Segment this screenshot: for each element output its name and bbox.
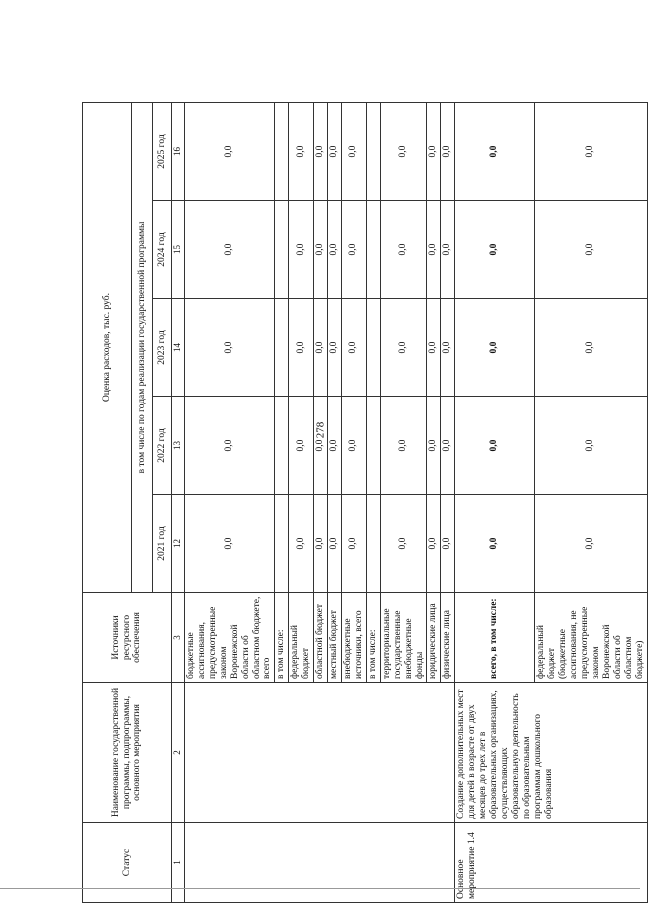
value-cell: 0,0	[185, 201, 275, 299]
source-cell: областной бюджет	[314, 593, 328, 683]
header-cost: Оценка расходов, тыс. руб.	[83, 103, 132, 593]
source-cell: федеральный бюджет (бюджетные ассигнования, не предусмотренные законом Воронежской области об областном бюджете)	[535, 593, 647, 683]
value-cell: 0,0	[380, 397, 427, 495]
value-cell	[275, 299, 289, 397]
rotated-table-wrapper	[82, 103, 645, 903]
value-cell: 0,0	[441, 201, 455, 299]
page-number: 278	[314, 421, 327, 439]
value-cell: 0,0	[427, 495, 441, 593]
source-cell: внебюджетные источники, всего	[341, 593, 366, 683]
value-cell: 0,0	[455, 495, 535, 593]
col-num: 15	[172, 201, 185, 299]
expense-table	[82, 102, 648, 903]
value-cell: 0,0	[427, 397, 441, 495]
value-cell	[366, 397, 380, 495]
value-cell: 0,0	[341, 103, 366, 201]
value-cell: 0,0	[185, 103, 275, 201]
value-cell: 0,0	[341, 299, 366, 397]
col-num: 1	[172, 823, 185, 903]
value-cell	[366, 299, 380, 397]
col-num: 16	[172, 103, 185, 201]
year-2021: 2021 год	[153, 495, 172, 593]
value-cell: 0,0	[185, 397, 275, 495]
year-2022: 2022 год	[153, 397, 172, 495]
source-cell: территориальные государственные внебюджетные фонды	[380, 593, 427, 683]
source-cell: федеральный бюджет	[289, 593, 314, 683]
value-cell: 0,0	[328, 299, 342, 397]
value-cell: 0,0	[427, 103, 441, 201]
value-cell: 0,0	[314, 103, 328, 201]
value-cell: 0,0	[441, 103, 455, 201]
col-num: 12	[172, 495, 185, 593]
value-cell: 0,0	[535, 103, 647, 201]
value-cell: 0,0	[535, 299, 647, 397]
source-cell: в том числе:	[366, 593, 380, 683]
value-cell: 0,0	[289, 201, 314, 299]
value-cell	[366, 201, 380, 299]
value-cell: 0,0	[380, 201, 427, 299]
value-cell: 0,0	[441, 495, 455, 593]
value-cell: 0,0	[289, 103, 314, 201]
value-cell: 0,0	[535, 495, 647, 593]
header-name: Наименование государственной программы, подпрограммы, основного мероприятия	[83, 683, 172, 823]
status-cell-empty	[185, 823, 455, 903]
value-cell: 0,0	[289, 397, 314, 495]
value-cell	[275, 397, 289, 495]
source-cell: всего, в том числе:	[455, 593, 535, 683]
source-cell: бюджетные ассигнования, предусмотренные законом Воронежской области об областном бюджете, всего	[185, 593, 275, 683]
value-cell: 0,0	[380, 299, 427, 397]
year-2025: 2025 год	[153, 103, 172, 201]
value-cell: 0,0	[314, 495, 328, 593]
value-cell: 0,0	[314, 201, 328, 299]
name-cell-empty	[185, 683, 455, 823]
header-sources: Источники ресурсного обеспечения	[83, 593, 172, 683]
value-cell: 0,0	[380, 495, 427, 593]
value-cell	[275, 495, 289, 593]
column-number-row	[172, 103, 185, 903]
value-cell: 0,0	[341, 495, 366, 593]
value-cell: 0,0	[328, 201, 342, 299]
header-row-1	[83, 103, 132, 903]
value-cell: 0,0	[314, 397, 328, 495]
footer-divider	[0, 888, 640, 889]
value-cell: 0,0	[289, 495, 314, 593]
col-num: 3	[172, 593, 185, 683]
value-cell: 0,0	[380, 103, 427, 201]
value-cell: 0,0	[314, 299, 328, 397]
value-cell: 0,0	[185, 299, 275, 397]
year-2023: 2023 год	[153, 299, 172, 397]
value-cell: 0,0	[341, 397, 366, 495]
value-cell: 0,0	[441, 299, 455, 397]
table-row	[185, 103, 275, 903]
value-cell	[366, 495, 380, 593]
value-cell	[275, 201, 289, 299]
value-cell: 0,0	[535, 397, 647, 495]
col-num: 2	[172, 683, 185, 823]
value-cell: 0,0	[185, 495, 275, 593]
value-cell: 0,0	[289, 299, 314, 397]
measure-name: Создание дополнительных мест для детей в возрасте от двух месяцев до трех лет в образовательных организациях, осуществляющих образовательную деятельность по образовательным программам дошкольного образования	[455, 683, 647, 823]
source-cell: местный бюджет	[328, 593, 342, 683]
value-cell: 0,0	[427, 201, 441, 299]
value-cell: 0,0	[455, 201, 535, 299]
source-cell: юридические лица	[427, 593, 441, 683]
header-status: Статус	[83, 823, 172, 903]
value-cell: 0,0	[455, 397, 535, 495]
value-cell: 0,0	[455, 103, 535, 201]
value-cell: 0,0	[328, 495, 342, 593]
value-cell: 0,0	[427, 299, 441, 397]
table-row	[455, 103, 535, 903]
source-cell: физические лица	[441, 593, 455, 683]
header-by-years: в том числе по годам реализации государственной программы	[132, 103, 153, 593]
measure-status: Основное мероприятие 1.4	[455, 823, 647, 903]
col-num: 13	[172, 397, 185, 495]
year-2024: 2024 год	[153, 201, 172, 299]
value-cell: 0,0	[328, 103, 342, 201]
value-cell: 0,0	[441, 397, 455, 495]
value-cell	[275, 103, 289, 201]
value-cell: 0,0	[328, 397, 342, 495]
value-cell	[366, 103, 380, 201]
col-num: 14	[172, 299, 185, 397]
value-cell: 0,0	[535, 201, 647, 299]
value-cell: 0,0	[455, 299, 535, 397]
source-cell: в том числе:	[275, 593, 289, 683]
value-cell: 0,0	[341, 201, 366, 299]
